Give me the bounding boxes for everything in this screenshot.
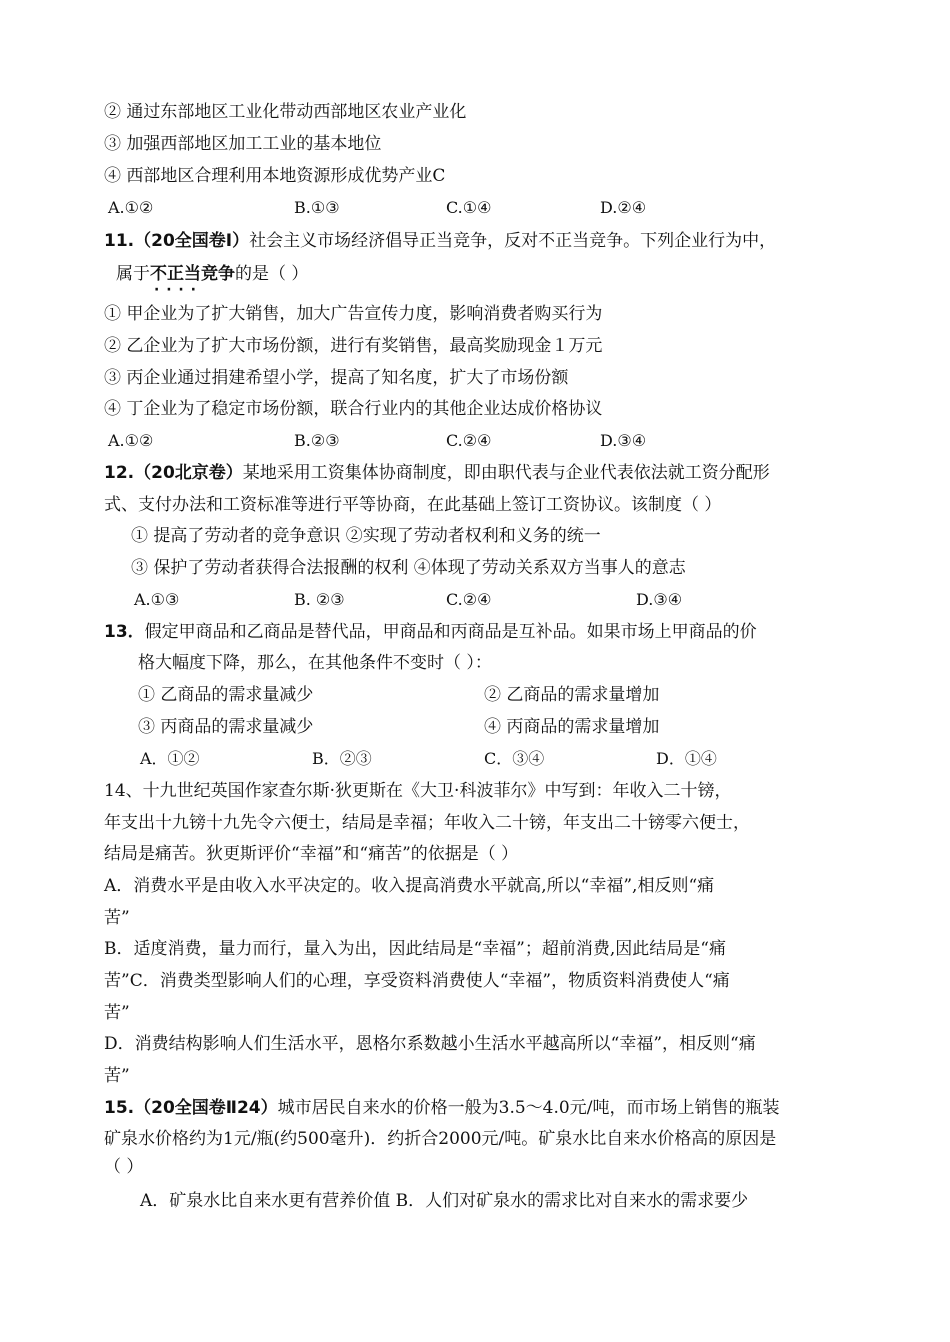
q15-stem-a: 城市居民自来水的价格一般为3.5～4.0元/吨，而市场上销售的瓶装: [277, 1098, 780, 1118]
q14-stem-line-3: 结局是痛苦。狄更斯评价“幸福”和“痛苦”的依据是（ ）: [104, 844, 519, 864]
q14-stem-line-2: 年支出十九镑十九先令六便士，结局是幸福；年收入二十镑，年支出二十镑零六便士，: [104, 813, 750, 833]
q13-option-c: C．③④: [484, 749, 545, 768]
q13-statement-2: ② 乙商品的需求量增加: [484, 685, 660, 705]
q15-stem-line-1: [104, 1097, 779, 1119]
q11-stem-line-2: [116, 263, 308, 285]
q15-number: 15.: [104, 1098, 135, 1118]
q10-option-d: D.②④: [600, 198, 647, 217]
q11-statement-3: ③ 丙企业通过捐建希望小学，提高了知名度，扩大了市场份额: [104, 368, 569, 388]
q13-option-a: A．①②: [140, 749, 200, 768]
q11-statement-4: ④ 丁企业为了稳定市场份额，联合行业内的其他企业达成价格协议: [104, 399, 603, 419]
q11-statement-1: ① 甲企业为了扩大销售，加大广告宣传力度，影响消费者购买行为: [104, 304, 603, 324]
q15-options-a-b: A．矿泉水比自来水更有营养价值 B．人们对矿泉水的需求比对自来水的需求要少: [140, 1191, 749, 1211]
q12-option-a: A.①③: [134, 590, 180, 609]
q14-stem-line-1: 14、十九世纪英国作家查尔斯·狄更斯在《大卫·科波菲尔》中写到：年收入二十镑，: [104, 781, 732, 801]
q11-number: 11.: [104, 231, 135, 251]
q15-stem-line-2: 矿泉水价格约为1元/瓶(约500毫升)．约折合2000元/吨。矿泉水比自来水价格高的原因是: [104, 1129, 777, 1149]
q14-option-c-line-2: 苦”: [104, 1003, 130, 1023]
q14-option-b-c-line: 苦”C．消费类型影响人们的心理，享受资料消费使人“幸福”，物质资料消费使人“痛: [104, 971, 730, 991]
q13-stem-a: 假定甲商品和乙商品是替代品，甲商品和丙商品是互补品。如果市场上甲商品的价: [144, 622, 757, 642]
q13-statement-1: ① 乙商品的需求量减少: [138, 685, 314, 705]
q10-statement-2: ② 通过东部地区工业化带动西部地区农业产业化: [104, 102, 467, 122]
q13-statement-4: ④ 丙商品的需求量增加: [484, 717, 660, 737]
q11-stem-b1: 属于: [116, 264, 150, 284]
q11-option-d: D.③④: [600, 431, 647, 450]
q11-option-c: C.②④: [446, 431, 492, 450]
q13-stem-line-1: [104, 621, 757, 643]
q14-option-b-line-1: B．适度消费，量力而行，量入为出，因此结局是“幸福”；超前消费,因此结局是“痛: [104, 939, 726, 959]
q11-statement-2: ② 乙企业为了扩大市场份额，进行有奖销售，最高奖励现金１万元: [104, 336, 603, 356]
q11-emphasis: 不正当竞争 · ·: [150, 263, 235, 285]
q11-option-a: A.①②: [108, 431, 154, 450]
q13-number: 13．: [104, 622, 145, 642]
q11-stem-b2: 的是（ ）: [235, 264, 309, 284]
q12-number: 12.: [104, 463, 135, 483]
q11-option-b: B.②③: [294, 431, 340, 450]
q12-stem-line-1: [104, 462, 770, 484]
q12-statements-3-4: ③ 保护了劳动者获得合法报酬的权利 ④体现了劳动关系双方当事人的意志: [131, 558, 686, 578]
q10-statement-3: ③ 加强西部地区加工工业的基本地位: [104, 134, 382, 154]
q12-stem-a: 某地采用工资集体协商制度，即由职代表与企业代表依法就工资分配形: [242, 463, 770, 483]
q11-stem-line-1: [104, 230, 776, 252]
q14-option-a-line-2: 苦”: [104, 908, 130, 928]
q12-statements-1-2: ① 提高了劳动者的竞争意识 ②实现了劳动者权利和义务的统一: [131, 526, 601, 546]
q12-option-c: C.②④: [446, 590, 492, 609]
q13-statement-3: ③ 丙商品的需求量减少: [138, 717, 314, 737]
q12-source: （20北京卷）: [134, 463, 243, 483]
q15-stem-line-3: （ ）: [104, 1157, 144, 1177]
q10-statement-4: ④ 西部地区合理利用本地资源形成优势产业C: [104, 166, 446, 186]
q11-source: （20全国卷Ⅰ）: [134, 231, 250, 251]
q10-option-a: A.①②: [108, 198, 154, 217]
q12-option-b: B. ②③: [294, 590, 345, 609]
q14-option-d-line-1: D．消费结构影响人们生活水平，恩格尔系数越小生活水平越高所以“幸福”，相反则“痛: [104, 1034, 756, 1054]
q12-stem-line-2: 式、支付办法和工资标准等进行平等协商，在此基础上签订工资协议。该制度（ ）: [104, 495, 722, 515]
q13-stem-line-2: 格大幅度下降，那么，在其他条件不变时（ ）：: [138, 653, 492, 673]
q14-option-d-line-2: 苦”: [104, 1066, 130, 1086]
q10-option-c: C.①④: [446, 198, 492, 217]
q10-option-b: B.①③: [294, 198, 340, 217]
q13-option-d: D．①④: [656, 749, 717, 768]
q12-option-d: D.③④: [636, 590, 683, 609]
q11-stem-a: 社会主义市场经济倡导正当竞争，反对不正当竞争。下列企业行为中，: [249, 231, 777, 251]
q13-option-b: B．②③: [312, 749, 372, 768]
q15-source: （20全国卷Ⅱ24）: [134, 1098, 278, 1118]
q14-option-a-line-1: A．消费水平是由收入水平决定的。收入提高消费水平就高,所以“幸福”,相反则“痛: [104, 876, 715, 896]
